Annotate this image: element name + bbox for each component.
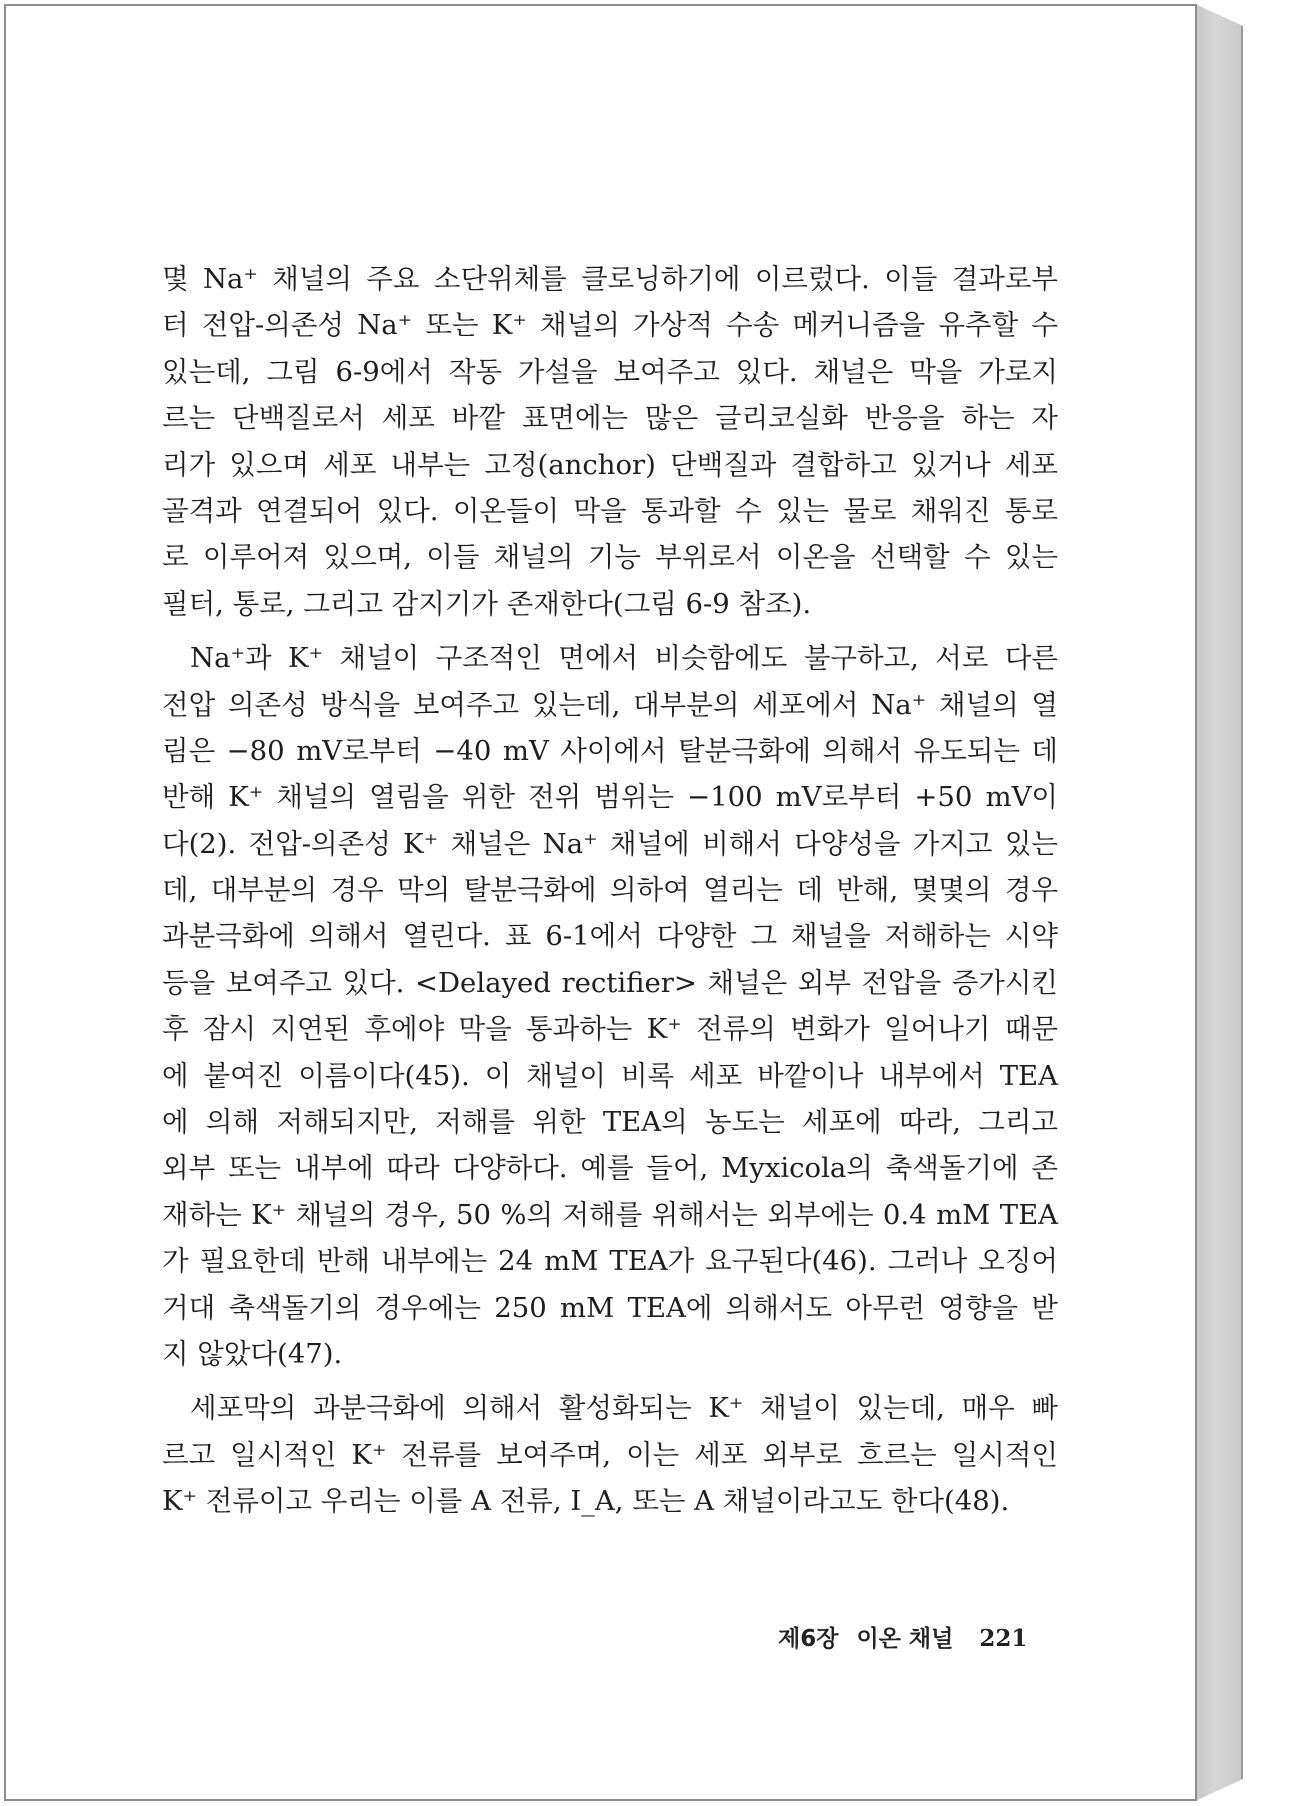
text-line: 골격과 연결되어 있다. 이온들이 막을 통과할 수 있는 물로 채워진 통로 xyxy=(162,494,1058,527)
text-line: 터 전압-의존성 Na⁺ 또는 K⁺ 채널의 가상적 수송 메커니즘을 유추할 수 xyxy=(162,309,1058,342)
text-line: 과분극화에 의해서 열린다. 표 6-1에서 다양한 그 채널을 저해하는 시약 xyxy=(162,920,1058,953)
text-line: 반해 K⁺ 채널의 열림을 위한 전위 범위는 −100 mV로부터 +50 mV이 xyxy=(162,781,1058,814)
text-line: 몇 Na⁺ 채널의 주요 소단위체를 클로닝하기에 이르렀다. 이들 결과로부 xyxy=(162,263,1058,295)
text-line: 다(2). 전압-의존성 K⁺ 채널은 Na⁺ 채널에 비해서 다양성을 가지고 있는 xyxy=(162,827,1058,860)
text-line: K⁺ 전류이고 우리는 이를 A 전류, I_A, 또는 A 채널이라고도 한다(48). xyxy=(162,1485,1010,1518)
page-number: 221 xyxy=(979,1625,1028,1652)
text-line: 거대 축색돌기의 경우에는 250 mM TEA에 의해서도 아무런 영향을 받 xyxy=(162,1291,1058,1324)
text-line: 등을 보여주고 있다. <Delayed rectifier> 채널은 외부 전압을 증가시킨 xyxy=(162,966,1058,999)
text-line: 가 필요한데 반해 내부에는 24 mM TEA가 요구된다(46). 그러나 오징어 xyxy=(162,1245,1058,1278)
text-line: 에 의해 저해되지만, 저해를 위한 TEA의 농도는 세포에 따라, 그리고 xyxy=(162,1106,1058,1139)
text-line: 재하는 K⁺ 채널의 경우, 50 %의 저해를 위해서는 외부에는 0.4 mM TEA xyxy=(162,1198,1058,1231)
paragraph-3 xyxy=(162,1385,1058,1524)
text-line: 세포막의 과분극화에 의해서 활성화되는 K⁺ 채널이 있는데, 매우 빠 xyxy=(190,1392,1058,1425)
text-line: 있는데, 그림 6-9에서 작동 가설을 보여주고 있다. 채널은 막을 가로지 xyxy=(162,355,1058,388)
page-stack-edge xyxy=(1195,4,1243,1801)
paragraph-1 xyxy=(162,256,1058,627)
text-line: 르는 단백질로서 세포 바깥 표면에는 많은 글리코실화 반응을 하는 자 xyxy=(162,402,1058,435)
text-line: 지 않았다(47). xyxy=(162,1337,343,1370)
paragraph-2 xyxy=(162,635,1058,1377)
text-line: 에 붙여진 이름이다(45). 이 채널이 비록 세포 바깥이나 내부에서 TEA xyxy=(162,1059,1058,1092)
text-line: 로 이루어져 있으며, 이들 채널의 기능 부위로서 이온을 선택할 수 있는 xyxy=(162,541,1058,574)
text-line: 림은 −80 mV로부터 −40 mV 사이에서 탈분극화에 의해서 유도되는 데 xyxy=(162,734,1058,767)
text-line: Na⁺과 K⁺ 채널이 구조적인 면에서 비슷함에도 불구하고, 서로 다른 xyxy=(190,642,1058,675)
text-line: 리가 있으며 세포 내부는 고정(anchor) 단백질과 결합하고 있거나 세포 xyxy=(162,448,1058,481)
text-line: 필터, 통로, 그리고 감지기가 존재한다(그림 6-9 참조). xyxy=(162,587,812,620)
chapter-title: 이온 채널 xyxy=(856,1626,954,1652)
body-text xyxy=(162,256,1058,1525)
text-line: 전압 의존성 방식을 보여주고 있는데, 대부분의 세포에서 Na⁺ 채널의 열 xyxy=(162,688,1058,721)
text-line: 르고 일시적인 K⁺ 전류를 보여주며, 이는 세포 외부로 흐르는 일시적인 xyxy=(162,1438,1058,1471)
running-footer xyxy=(778,1620,1028,1653)
chapter-label: 제6장 xyxy=(778,1626,839,1652)
text-line: 외부 또는 내부에 따라 다양하다. 예를 들어, Myxicola의 축색돌기에 존 xyxy=(162,1152,1058,1185)
text-line: 후 잠시 지연된 후에야 막을 통과하는 K⁺ 전류의 변화가 일어나기 때문 xyxy=(162,1013,1058,1046)
text-line: 데, 대부분의 경우 막의 탈분극화에 의하여 열리는 데 반해, 몇몇의 경우 xyxy=(162,874,1058,907)
page-stack-border xyxy=(1241,26,1243,1779)
